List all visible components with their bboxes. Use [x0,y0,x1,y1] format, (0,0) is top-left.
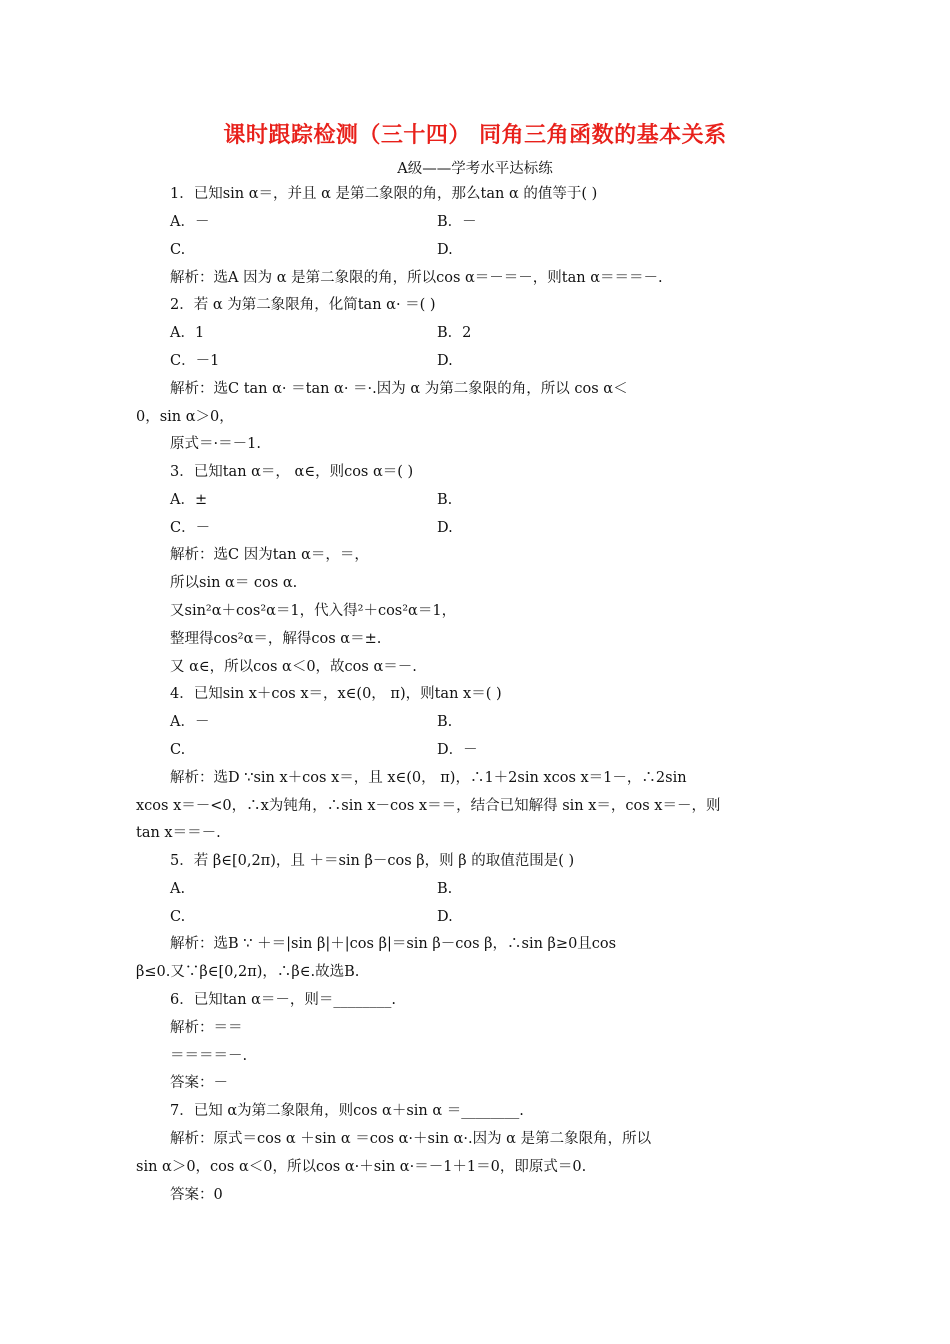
option-c: C．－ [170,520,211,536]
document-title: 课时跟踪检测（三十四） 同角三角函数的基本关系 [223,123,727,148]
option-d: D. [437,353,453,369]
solution-6-cont: ＝＝＝＝－. [170,1048,248,1064]
solution-4-cont: tan x＝＝－. [136,825,221,841]
solution-4: 解析：选D ∵sin x＋cos x＝，且 x∈(0， π)，∴1＋2sin xcos x＝1－，∴2sin [170,770,687,786]
option-d: D. [437,909,453,925]
option-c: C. [170,909,186,925]
solution-2: 解析：选C tan α· ＝tan α· ＝·.因为 α 为第二象限的角，所以 cos α＜ [170,381,628,397]
answer-6: 答案：－ [170,1075,228,1091]
solution-3-cont: 所以sin α＝ cos α. [170,575,298,591]
option-c: C．－1 [170,353,220,369]
solution-2-cont: 原式＝·＝－1. [170,436,261,452]
option-a: A. [170,881,186,897]
solution-5: 解析：选B ∵ ＋＝|sin β|＋|cos β|＝sin β－cos β，∴sin β≥0且cos [170,936,617,952]
question-5: 5．若 β∈[0,2π)，且 ＋＝sin β－cos β，则 β 的取值范围是( ) [170,853,575,869]
question-3: 3．已知tan α＝， α∈，则cos α＝( ) [170,464,414,480]
option-d: D. [437,520,453,536]
solution-7: 解析：原式＝cos α ＋sin α ＝cos α·＋sin α·.因为 α 是第二象限角，所以 [170,1131,652,1147]
option-b: B. [437,492,453,508]
option-c: C. [170,242,186,258]
option-a: A．－ [170,214,210,230]
solution-3-cont: 又sin²α＋cos²α＝1，代入得²＋cos²α＝1， [170,603,457,619]
solution-2-cont: 0，sin α＞0， [136,409,234,425]
section-subtitle: A级——学考水平达标练 [397,161,553,177]
option-a: A．± [170,492,208,508]
solution-3: 解析：选C 因为tan α＝，＝， [170,547,369,563]
option-c: C. [170,742,186,758]
option-d: D．－ [437,742,478,758]
solution-6: 解析：＝＝ [170,1020,243,1036]
option-b: B．2 [437,325,472,341]
solution-4-cont: xcos x＝－<0，∴x为钝角，∴sin x－cos x＝＝，结合已知解得 sin x＝，cos x＝－，则 [136,798,721,814]
option-b: B．－ [437,214,477,230]
option-b: B. [437,714,453,730]
answer-7: 答案：0 [170,1187,223,1203]
question-7: 7．已知 α为第二象限角，则cos α＋sin α ＝________. [170,1103,524,1119]
option-a: A．1 [170,325,205,341]
question-2: 2．若 α 为第二象限角，化简tan α· ＝( ) [170,297,436,313]
option-a: A．－ [170,714,210,730]
solution-1: 解析：选A 因为 α 是第二象限的角，所以cos α＝－＝－，则tan α＝＝＝－. [170,270,663,286]
question-1: 1．已知sin α＝，并且 α 是第二象限的角，那么tan α 的值等于( ) [170,186,598,202]
option-d: D. [437,242,453,258]
solution-7-cont: sin α＞0，cos α＜0，所以cos α·＋sin α·＝－1＋1＝0，即原式＝0. [136,1159,587,1175]
solution-3-cont: 又 α∈，所以cos α＜0，故cos α＝－. [170,659,417,675]
question-4: 4．已知sin x＋cos x＝，x∈(0， π)，则tan x＝( ) [170,686,502,702]
solution-3-cont: 整理得cos²α＝，解得cos α＝±. [170,631,382,647]
question-6: 6．已知tan α＝－，则＝________. [170,992,397,1008]
solution-5-cont: β≤0.又∵β∈[0,2π)，∴β∈.故选B. [136,964,360,980]
option-b: B. [437,881,453,897]
